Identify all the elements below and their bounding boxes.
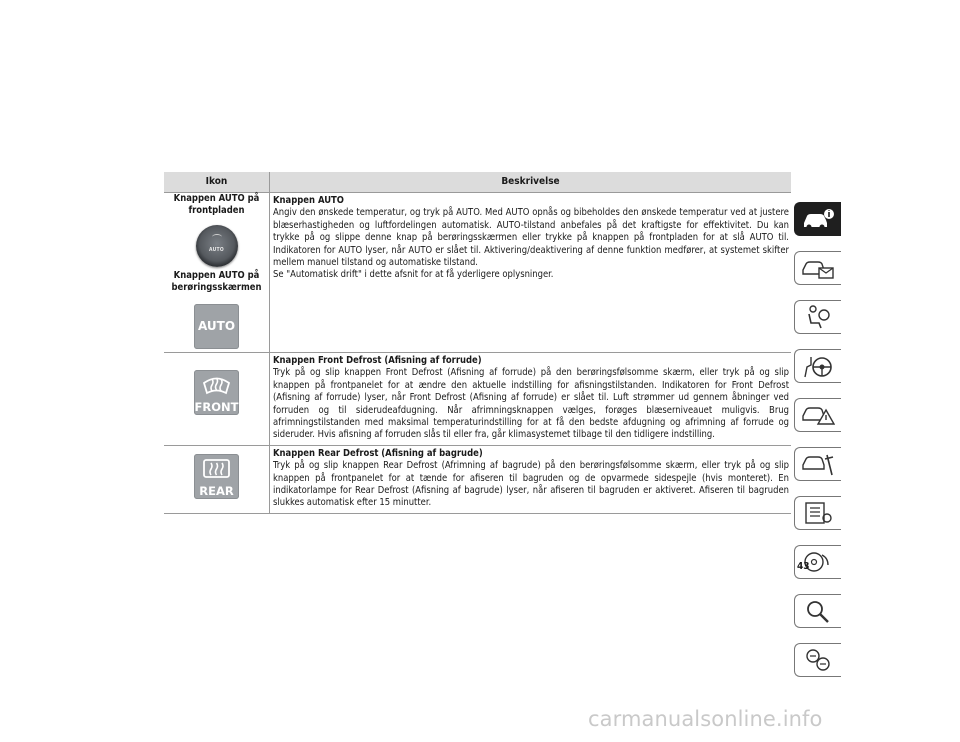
header-icon: Ikon xyxy=(164,172,270,193)
auto-title: Knappen AUTO xyxy=(273,195,344,206)
description-cell-auto xyxy=(270,193,792,353)
caption-frontpanel: Knappen AUTO på frontpladen xyxy=(173,193,260,216)
chapter-tabs xyxy=(794,202,842,692)
front-defrost-label: FRONT xyxy=(194,400,239,414)
front-defrost-text: Tryk på og slip knappen Front Defrost (Afisning af forrude) på den berøringsfølsomme skærm, eller tryk på og slip knappen på frontpanelet for at ændre den aktuelle indstilling for afisningstilstanden. Indikatoren for Front Defrost (Afisning af forrude) lyser, når Front Defrost (Afisning af forrude) er slået til. Luft strømmer ud gennem åbninger ved forruden og til siderudeafdugning. Når afrimningsknappen vælges, forøges blæserniveauet muligvis. Brug afrimningstilstanden med maksimal temperaturindstilling for at få den bedste afdugning og afrimning af forrude og sideruder. Hvis afisning af forruden slås til eller fra, går klimasystemet tilbage til den tidligere indstilling. xyxy=(273,367,789,441)
auto-knob-icon xyxy=(196,225,238,267)
rear-window-heat-icon xyxy=(202,458,231,480)
table-header-row xyxy=(164,172,791,193)
tab-car-envelope[interactable] xyxy=(794,251,841,285)
knob-label: AUTO xyxy=(208,247,225,253)
car-warning-icon xyxy=(801,402,835,428)
tab-car-info[interactable] xyxy=(794,202,841,236)
climate-controls-table xyxy=(164,172,791,514)
tab-car-warning[interactable] xyxy=(794,398,841,432)
caption-touchscreen: Knappen AUTO på berøringsskærmen xyxy=(171,270,262,293)
car-envelope-icon xyxy=(801,255,835,281)
auto-button-icon: AUTO xyxy=(194,304,239,349)
icon-cell-rear xyxy=(164,445,270,513)
car-wrench-icon xyxy=(801,451,835,477)
auto-note: Se "Automatisk drift" i dette afsnit for at få yderligere oplysninger. xyxy=(273,269,554,281)
rear-defrost-icon xyxy=(194,454,239,499)
watermark-text: carmanualsonline.info xyxy=(588,707,823,731)
rear-defrost-text: Tryk på og slip knappen Rear Defrost (Afrimning af bagrude) på den berøringsfølsomme skærm, eller tryk på og slip knappen på frontpanelet for at tænde for afiseren til bagruden og de opvarmede sidespejle (hvis monteret). En indikatorlampe for Rear Defrost (Afisning af bagrude) lyser, når afiseren til bagruden er aktiveret. Afiseren til bagruden slukkes automatisk efter 15 minutter. xyxy=(273,460,789,509)
steering-wheel-icon xyxy=(801,353,835,379)
page-number: 43 xyxy=(797,561,810,572)
front-defrost-title: Knappen Front Defrost (Afisning af forrude) xyxy=(273,355,482,366)
tab-language-tools[interactable] xyxy=(794,643,841,677)
windshield-heat-icon xyxy=(202,374,231,396)
tab-magnifier[interactable] xyxy=(794,594,841,628)
tab-steering-wheel[interactable] xyxy=(794,349,841,383)
table-row-front-defrost xyxy=(164,353,791,446)
tab-specs-list[interactable] xyxy=(794,496,841,530)
knob-arrow-icon xyxy=(212,234,222,240)
car-info-icon xyxy=(801,206,835,232)
icon-cell-front xyxy=(164,353,270,446)
magnifier-icon xyxy=(801,598,835,624)
description-cell-rear xyxy=(270,445,792,513)
tab-seat-airbag[interactable] xyxy=(794,300,841,334)
icon-cell-auto xyxy=(164,193,270,353)
tab-car-wrench[interactable] xyxy=(794,447,841,481)
rear-defrost-label: REAR xyxy=(199,483,234,498)
seat-airbag-icon xyxy=(801,304,835,330)
table-row-rear-defrost xyxy=(164,445,791,513)
auto-text: Angiv den ønskede temperatur, og tryk på AUTO. Med AUTO opnås og bibeholdes den ønskede temperatur ved at justere blæserhastigheden og luftfordelingen automatisk. AUTO-tilstand anbefales på det kraftigste for effektivitet. Du kan trykke på og slippe denne knap på berøringsskærmen eller trykke på knappen på frontpladen for at slå AUTO til. Indikatoren for AUTO lyser, når AUTO er slået til. Aktivering/deaktivering af denne funktion medfører, at systemet skifter mellem manuel tilstand og automatiske tilstand. xyxy=(273,207,789,269)
description-cell-front xyxy=(270,353,792,446)
header-description: Beskrivelse xyxy=(270,172,792,193)
specs-list-icon xyxy=(801,500,835,526)
language-tools-icon xyxy=(801,647,835,673)
rear-defrost-title: Knappen Rear Defrost (Afisning af bagrude) xyxy=(273,447,483,459)
front-defrost-icon xyxy=(194,370,239,415)
table-row-auto xyxy=(164,193,791,353)
